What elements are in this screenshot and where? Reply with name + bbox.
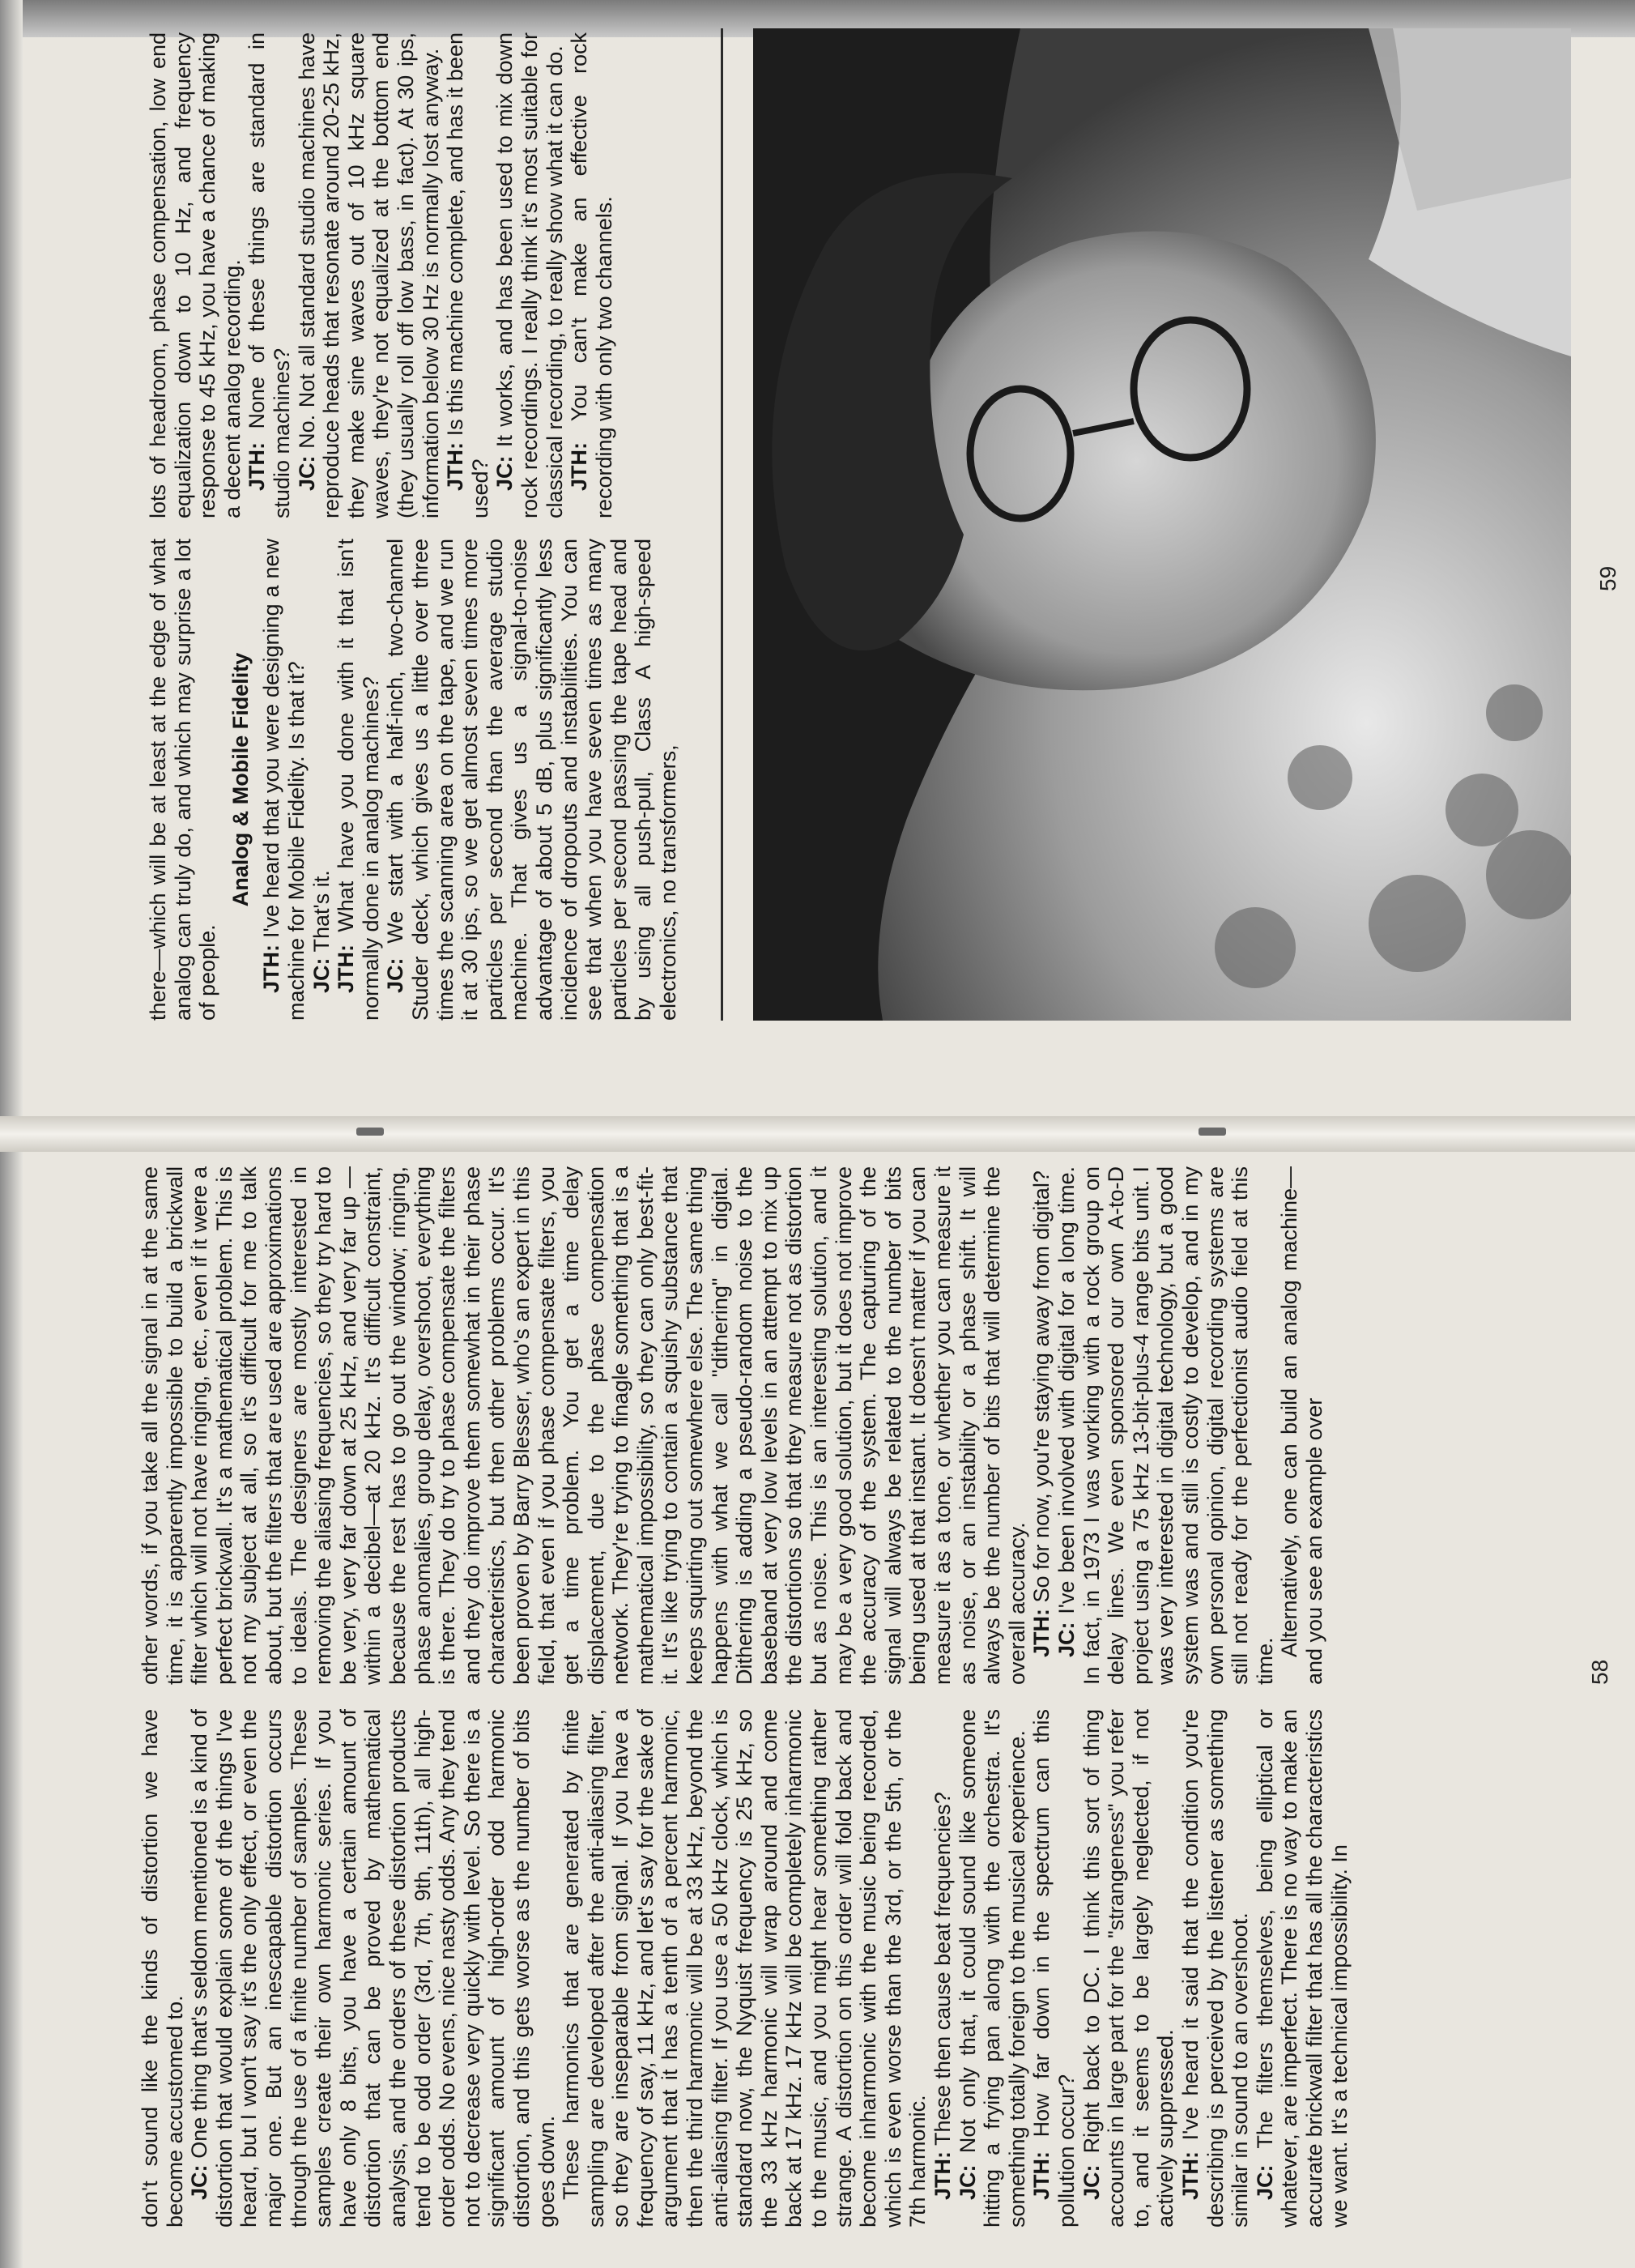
- paragraph: [309, 539, 334, 1021]
- speaker-label: JC:: [955, 2164, 980, 2200]
- paragraph-text: Is this machine complete, and has it been used?: [443, 32, 492, 518]
- section-heading: Analog & Mobile Fidelity: [228, 652, 253, 907]
- right-page-column-2: [146, 32, 616, 518]
- paragraph: [1253, 1709, 1352, 2228]
- paragraph: [1029, 1709, 1079, 2228]
- speaker-label: JTH:: [334, 944, 359, 993]
- speaker-label: JTH:: [259, 944, 284, 993]
- paragraph-text: These harmonics that are generated by finite sampling are developed after the anti-aliasing filter, so they are inseparable from signal. If you have a frequency of say, 11 kHz, and let's say for the sake of argument that it has a tenth of a percent harmonic, then the third harmonic will be at 33 kHz, beyond the anti-aliasing filter. If you use a 50 kHz clock, which is standard now, the Nyquist frequency is 25 kHz, so the 33 kHz harmonic will wrap around and come back at 17 kHz. 17 kHz will be completely inharmonic to the music, and you might hear something rather strange. A distortion on this order will fold back and become inharmonic with the music being recorded, which is even worse than the 3rd, or the 5th, or the 7th harmonic.: [559, 1709, 930, 2228]
- speaker-label: JC:: [309, 957, 334, 993]
- speaker-label: JC:: [383, 957, 408, 993]
- paragraph: [138, 1166, 1029, 1685]
- paragraph-text: One thing that's seldom mentioned is a kind of distortion that would explain some of the things I've heard, but I won't say it's the only effect, or even the major one. But an inescapable distortion occurs through the use of a finite number of samples. These samples create their own harmonic series. If you have only 8 bits, you have a certain amount of distortion that can be proved by mathematical analysis, and the orders of these distortion products tend to be odd order (3rd, 7th, 9th, 11th), all high-order odds. No evens, nice nasty odds. Any they tend not to decrease very quickly with level. So there is a significant amount of high-order odd harmonic distortion, and this gets worse as the number of bits goes down.: [187, 1709, 559, 2228]
- left-page-column-2: [138, 1166, 1327, 1685]
- paragraph-text: I've heard it said that the condition you're describing is perceived by the listener as something similar in sound to an overshoot.: [1177, 1709, 1253, 2228]
- speaker-label: JC:: [492, 455, 517, 491]
- right-page-column-1: [146, 539, 680, 1021]
- paragraph: [1178, 1709, 1253, 2228]
- paragraph-text: lots of headroom, phase compensation, low end equalization down to 10 Hz, and frequency response to 45 kHz, you have a chance of making a decent analog recording.: [146, 32, 245, 518]
- speaker-label: JTH:: [567, 442, 592, 491]
- paragraph: [559, 1709, 930, 2228]
- paragraph-text: None of these things are standard in studio machines?: [245, 32, 294, 518]
- paragraph-text: It works, and has been used to mix down rock recordings. I really think it's most suitable for classical recording, to really show what it can do.: [492, 32, 567, 518]
- speaker-label: JC:: [1252, 2164, 1277, 2200]
- paragraph: [146, 32, 245, 518]
- paragraph-text: there—which will be at least at the edge of what analog can truly do, and which may surprise a lot of people.: [146, 539, 220, 1021]
- paragraph: [1029, 1166, 1054, 1685]
- page-number-left: 58: [1587, 1659, 1612, 1685]
- paragraph: [443, 32, 492, 518]
- paragraph-text: We start with a half-inch, two-channel Studer deck, which gives us a little over three times the scanning area on the tape, and we run it at 30 ips, so we get almost seven times more particles per second than the average studio machine. That gives us a signal-to-noise advantage of about 5 dB, plus significantly less incidence of dropouts and instabilities. You can see that when you have seven times as many particles per second passing the tape head and by using all push-pull, Class A high-speed electronics, no transformers,: [383, 539, 680, 1021]
- paragraph: [259, 539, 309, 1021]
- paragraph-text: These then cause beat frequencies?: [930, 1792, 955, 2146]
- speaker-label: JTH:: [245, 442, 270, 491]
- paragraph-text: How far down in the spectrum can this pollution occur?: [1029, 1709, 1079, 2228]
- left-page-column-1: [138, 1709, 1352, 2228]
- paragraph-text: don't sound like the kinds of distortion we have become accustomed to.: [138, 1709, 187, 2228]
- paragraph: [1079, 1709, 1178, 2228]
- rotated-spread: [32, 16, 1635, 2252]
- paragraph-text: So for now, you're staying away from digital?: [1029, 1170, 1054, 1603]
- paragraph-text: I've heard that you were designing a new machine for Mobile Fidelity. Is that it?: [259, 539, 309, 1021]
- paragraph-text: What have you done with it that isn't normally done in analog machines?: [334, 539, 383, 1021]
- paragraph: [1277, 1166, 1326, 1685]
- paragraph: [383, 539, 680, 1021]
- speaker-label: JTH:: [1177, 2151, 1203, 2200]
- paragraph-text: Right back to DC. I think this sort of thing accounts in large part for the "strangeness" you refer to, and it seems to be largely neglected, if not actively suppressed.: [1079, 1709, 1178, 2228]
- paragraph: [295, 32, 444, 518]
- interview-photo: [753, 28, 1571, 1021]
- speaker-label: JC:: [1079, 2164, 1104, 2200]
- photo-portrait-image: [753, 28, 1571, 1021]
- paragraph-text: No. Not all standard studio machines have reproduce heads that resonate around 20-25 kHz, they make sine waves out of 10 kHz square waves, they're not equalized at the bottom end (they usually roll off low bass, in fact). At 30 ips, information below 30 Hz is normally lost anyway.: [294, 32, 443, 518]
- paragraph-text: Not only that, it could sound like someone hitting a frying pan along with the orchestra. It's something totally foreign to the musical experience.: [955, 1709, 1029, 2228]
- paragraph-text: I've been involved with digital for a long time. In fact, in 1973 I was working with a rock group on delay lines. We even sponsored our own A-to-D project using a 75 kHz 13-bit-plus-4 range bits unit. I was very interested in digital technology, but a good system was and still is costly to develop, and in my own personal opinion, digital recording systems are still not ready for the perfectionist audio field at this time.: [1054, 1166, 1277, 1685]
- paragraph: [956, 1709, 1030, 2228]
- paragraph: [146, 539, 220, 1021]
- photo-top-rule: [721, 28, 723, 1021]
- speaker-label: JTH:: [443, 442, 468, 491]
- paragraph-text: other words, if you take all the signal in at the same time, it is apparently impossible to build a brickwall filter which will not have ringing, etc., even if it were a perfect brickwall. It's a mathematical problem. This is not my subject at all, so it's difficult for me to talk about, but the filters that are used are approximations to ideals. The designers are mostly interested in removing the aliasing frequencies, so they try hard to be very, very far down at 25 kHz, and very far up —within a decibel—at 20 kHz. It's difficult constraint, because the rest has to go out the window; ringing, phase anomalies, group delay, overshoot, everything is there. They do try to phase compensate the filters and they do improve them somewhat in their phase characteristics, but then other problems occur. It's been proven by Barry Blesser, who's an expert in this field, that even if you phase compensate filters, you get a time problem. You get a time delay displacement, due to the phase compensation network. They're trying to finagle something that is a mathematical impossibility, so they can only best-fit-it. It's like trying to contain a squishy substance that keeps squirting out somewhere else. The same thing happens with what we call "dithering" in digital. Dithering is adding a pseudo-random noise to the baseband at very low levels in an attempt to mix up the distortions so that they measure not as distortion but as noise. This is an interesting solution, and it may be a very good solution, but it does not improve the accuracy of the system. The capturing of the signal will always be related to the number of bits being used at that instant. It doesn't matter if you can measure it as a tone, or whether you can measure it as noise, or an instability or a phase shift. It will always be the number of bits that will determine the overall accuracy.: [138, 1166, 1029, 1685]
- paragraph-text: You can't make an effective rock recording with only two channels.: [567, 32, 616, 518]
- paragraph: [187, 1709, 559, 2228]
- paragraph: [492, 32, 567, 518]
- speaker-label: JC:: [294, 455, 319, 491]
- paragraph: [1054, 1166, 1277, 1685]
- page-number-right: 59: [1595, 565, 1620, 591]
- paragraph-text: Alternatively, one can build an analog machine—and you see an example over: [1277, 1166, 1326, 1685]
- speaker-label: JC:: [187, 2164, 212, 2200]
- paragraph: [334, 539, 383, 1021]
- paragraph: [138, 1709, 187, 2228]
- speaker-label: JTH:: [1029, 2151, 1054, 2200]
- paragraph-text: That's it.: [309, 870, 334, 953]
- speaker-label: JTH:: [1029, 1609, 1054, 1657]
- paragraph: [567, 32, 616, 518]
- paragraph-text: The filters themselves, being elliptical or whatever, are imperfect. There is no way to make an accurate brickwall filter that has all the characteristics we want. It's a technical impossibility. In: [1252, 1709, 1352, 2228]
- paragraph: [930, 1709, 956, 2228]
- speaker-label: JC:: [1054, 1622, 1079, 1657]
- speaker-label: JTH:: [930, 2151, 955, 2200]
- paragraph: [245, 32, 294, 518]
